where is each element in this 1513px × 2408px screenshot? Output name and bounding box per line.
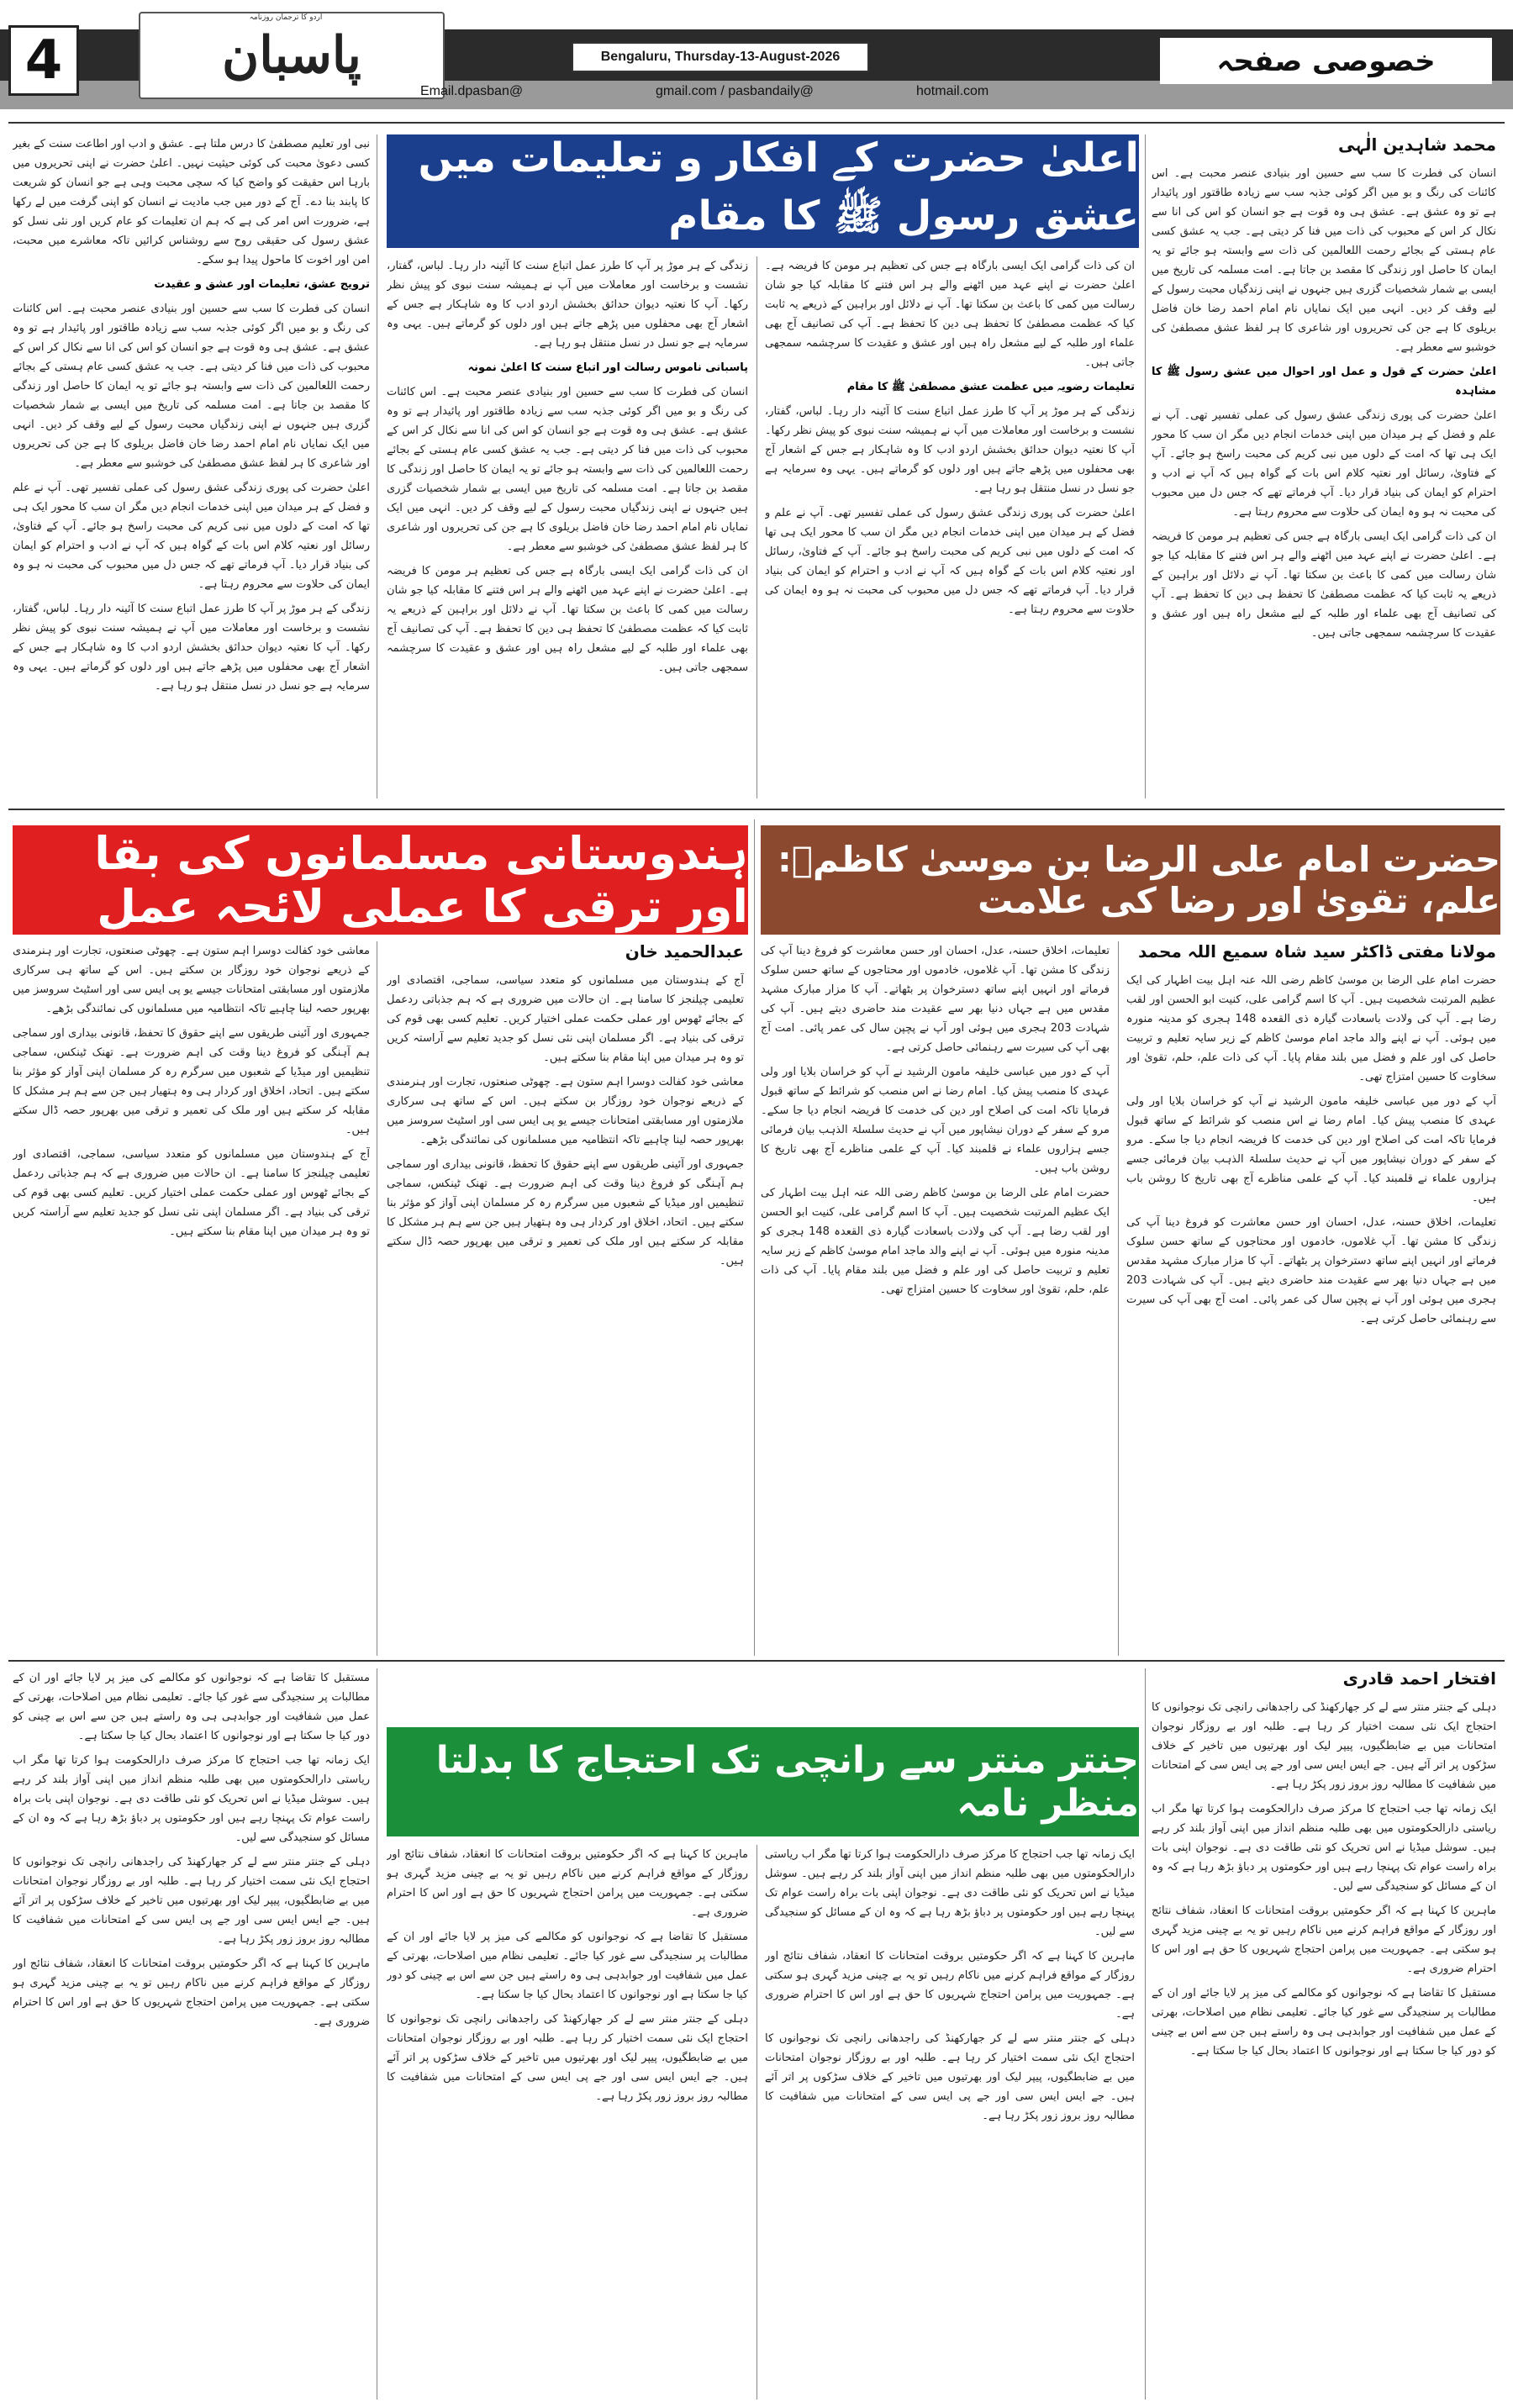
article2-para: حضرت امام علی الرضا بن موسیٰ کاظم رضی اللہ عنہ اہل بیت اطہار کی ایک عظیم المرتبت شخصیت ہیں۔ آپ کا اسم گرامی علی، کنیت ابو الحسن اور لقب رضا ہے۔ آپ کی ولادت باسعادت گیارہ ذی القعدہ 148 ہجری کو مدینہ منورہ میں ہوئی۔ آپ نے اپنے والد ماجد امام موسیٰ کاظم کے زیر سایہ تعلیم و تربیت حاصل کی اور علم و فضل میں بلند مقام پایا۔ آپ کی ذات علم، حلم، تقویٰ اور سخاوت کا حسین امتزاج تھی۔: [1126, 974, 1496, 1083]
section-divider: [8, 809, 1505, 810]
article4-para: ماہرین کا کہنا ہے کہ اگر حکومتیں بروقت امتحانات کا انعقاد، شفاف نتائج اور روزگار کے مواقع فراہم کرنے میں ناکام رہیں تو یہ بے چینی مزید گہری ہو سکتی ہے۔ جمہوریت میں پرامن احتجاج شہریوں کا حق ہے اور اس کا احترام ضروری ہے۔: [13, 1957, 370, 2028]
article3-column-1: [387, 971, 744, 1652]
article1-headline: اعلیٰ حضرت کے افکار و تعلیمات میں عشق رسول ﷺ کا مقام: [387, 134, 1139, 248]
article4-para: ماہرین کا کہنا ہے کہ اگر حکومتیں بروقت امتحانات کا انعقاد، شفاف نتائج اور روزگار کے مواقع فراہم کرنے میں ناکام رہیں تو یہ بے چینی مزید گہری ہو سکتی ہے۔ جمہوریت میں پرامن احتجاج شہریوں کا حق ہے اور اس کا احترام ضروری ہے۔: [765, 1950, 1135, 2021]
article1-para: انسان کی فطرت کا سب سے حسین اور بنیادی عنصر محبت ہے۔ اس کائنات کی رنگ و بو میں اگر کوئی جذبہ سب سے زیادہ طاقتور اور پائیدار ہے تو وہ عشق ہے۔ عشق ہی وہ قوت ہے جو انسان کو اس کی انا سے نکال کر اس کے محبوب کی ذات میں فنا کر دیتی ہے۔ جب یہ عشق کسی عام ہستی کے بجائے رحمت اللعالمین کی ذات سے وابستہ ہو جائے تو یہ ایمان کا حاصل اور زندگی کا مقصد بن جاتا ہے۔ امت مسلمہ کی تاریخ میں ایسی بے شمار شخصیات گزری ہیں جنہوں نے اپنی زندگیاں محبت رسول کے لیے وقف کر دیں۔ انہی میں ایک نمایاں نام امام احمد رضا خان فاضل بریلوی کا ہے جن کی تحریروں اور شاعری کا ہر لفظ عشق مصطفیٰ کی خوشبو سے معطر ہے۔: [1152, 167, 1496, 354]
article2-column-2: [761, 941, 1110, 1652]
article1-column-1: [1152, 164, 1496, 752]
email-link-3[interactable]: hotmail.com: [916, 84, 989, 98]
newspaper-logo: پاسبان: [139, 12, 445, 99]
article2-column-1: [1126, 971, 1496, 1652]
column-divider: [756, 1845, 757, 2400]
article1-byline: محمد شاہدین الٰہی: [1338, 134, 1496, 155]
article1-subhead: اعلیٰ حضرت کے قول و عمل اور احوال میں عشق رسول ﷺ کا مشاہدہ: [1152, 366, 1496, 398]
column-divider: [756, 256, 757, 798]
article4-para: ایک زمانہ تھا جب احتجاج کا مرکز صرف دارالحکومت ہوا کرتا تھا مگر اب ریاستی دارالحکومتوں میں بھی طلبہ منظم انداز میں اپنی آواز بلند کر رہے ہیں۔ سوشل میڈیا نے اس تحریک کو نئی طاقت دی ہے۔ نوجوان اپنی بات براہ راست عوام تک پہنچا رہے ہیں اور حکومتوں پر دباؤ بڑھ رہا ہے کہ وہ ان کے مسائل کو سنجیدگی سے لیں۔: [765, 1848, 1135, 1938]
article1-para: زندگی کے ہر موڑ پر آپ کا طرز عمل اتباع سنت کا آئینہ دار رہا۔ لباس، گفتار، نشست و برخاست اور معاملات میں آپ نے ہمیشہ سنت نبوی کو پیش نظر رکھا۔ آپ کا نعتیہ دیوان حدائق بخشش اردو ادب کا وہ شاہکار ہے جس کے اشعار آج بھی محفلوں میں پڑھے جاتے ہیں اور دلوں کو گرماتے ہیں۔ یہی وہ سرمایہ ہے جو نسل در نسل منتقل ہو رہا ہے۔: [387, 260, 748, 350]
article1-para: انسان کی فطرت کا سب سے حسین اور بنیادی عنصر محبت ہے۔ اس کائنات کی رنگ و بو میں اگر کوئی جذبہ سب سے زیادہ طاقتور اور پائیدار ہے تو وہ عشق ہے۔ عشق ہی وہ قوت ہے جو انسان کو اس کی انا سے نکال کر اس کے محبوب کی ذات میں فنا کر دیتی ہے۔ جب یہ عشق کسی عام ہستی کے بجائے رحمت اللعالمین کی ذات سے وابستہ ہو جائے تو یہ ایمان کا حاصل اور زندگی کا مقصد بن جاتا ہے۔ امت مسلمہ کی تاریخ میں ایسی بے شمار شخصیات گزری ہیں جنہوں نے اپنی زندگیاں محبت رسول کے لیے وقف کر دیں۔ انہی میں ایک نمایاں نام امام احمد رضا خان فاضل بریلوی کا ہے جن کی تحریروں اور شاعری کا ہر لفظ عشق مصطفیٰ کی خوشبو سے معطر ہے۔: [387, 386, 748, 553]
article3-para: آج کے ہندوستان میں مسلمانوں کو متعدد سیاسی، سماجی، اقتصادی اور تعلیمی چیلنجز کا سامنا ہے۔ ان حالات میں ضروری ہے کہ ہم جذباتی ردعمل کے بجائے ٹھوس اور عملی حکمت عملی اختیار کریں۔ تعلیم کسی بھی قوم کی ترقی کی بنیاد ہے۔ اگر مسلمان اپنی نئی نسل کو جدید تعلیم سے آراستہ کریں تو وہ ہر میدان میں اپنا مقام بنا سکتے ہیں۔: [13, 1148, 370, 1238]
article3-para: جمہوری اور آئینی طریقوں سے اپنے حقوق کا تحفظ، قانونی بیداری اور سماجی ہم آہنگی کو فروغ دینا وقت کی اہم ضرورت ہے۔ تھنک ٹینکس، سماجی تنظیمیں اور میڈیا کے شعبوں میں سرگرم رہ کر مسلمان اپنی آواز کو مؤثر بنا سکتے ہیں۔ اتحاد، اخلاق اور کردار ہی وہ ہتھیار ہیں جن سے ہم ہر مشکل کا مقابلہ کر سکتے ہیں اور ملک کی تعمیر و ترقی میں بھرپور حصہ ڈال سکتے ہیں۔: [13, 1027, 370, 1136]
column-divider: [1145, 1668, 1146, 2400]
article4-column-4: [13, 1668, 370, 2395]
article1-para: زندگی کے ہر موڑ پر آپ کا طرز عمل اتباع سنت کا آئینہ دار رہا۔ لباس، گفتار، نشست و برخاست اور معاملات میں آپ نے ہمیشہ سنت نبوی کو پیش نظر رکھا۔ آپ کا نعتیہ دیوان حدائق بخشش اردو ادب کا وہ شاہکار ہے جس کے اشعار آج بھی محفلوں میں پڑھے جاتے ہیں اور دلوں کو گرماتے ہیں۔ یہی وہ سرمایہ ہے جو نسل در نسل منتقل ہو رہا ہے۔: [765, 405, 1135, 495]
section-title: خصوصی صفحہ: [1160, 38, 1492, 84]
article4-para: ایک زمانہ تھا جب احتجاج کا مرکز صرف دارالحکومت ہوا کرتا تھا مگر اب ریاستی دارالحکومتوں میں بھی طلبہ منظم انداز میں اپنی آواز بلند کر رہے ہیں۔ سوشل میڈیا نے اس تحریک کو نئی طاقت دی ہے۔ نوجوان اپنی بات براہ راست عوام تک پہنچا رہے ہیں اور حکومتوں پر دباؤ بڑھ رہا ہے کہ وہ ان کے مسائل کو سنجیدگی سے لیں۔: [1152, 1803, 1496, 1893]
article1-para: اعلیٰ حضرت کی پوری زندگی عشق رسول کی عملی تفسیر تھی۔ آپ نے علم و فضل کے ہر میدان میں اپنی خدمات انجام دیں مگر ان سب کا محور ایک ہی تھا کہ امت کے دلوں میں نبی کریم کی محبت راسخ ہو جائے۔ آپ کے فتاویٰ، رسائل اور نعتیہ کلام اس بات کے گواہ ہیں کہ آپ نے ادب و احترام کو ایمان کی بنیاد قرار دیا۔ آپ فرماتے تھے کہ جس دل میں محبوب کی محبت نہ ہو وہ ایمان کی حلاوت سے محروم رہتا ہے۔: [765, 507, 1135, 616]
article4-para: دہلی کے جنتر منتر سے لے کر جھارکھنڈ کی راجدھانی رانچی تک نوجوانوں کا احتجاج ایک نئی سمت اختیار کر رہا ہے۔ طلبہ اور بے روزگار نوجوان امتحانات میں بے ضابطگیوں، پیپر لیک اور بھرتیوں میں تاخیر کے خلاف سڑکوں پر اتر آئے ہیں۔ جے ایس ایس سی اور جے پی ایس سی کے امتحانات میں شفافیت کا مطالبہ روز بروز زور پکڑ رہا ہے۔: [765, 2032, 1135, 2122]
article2-byline: مولانا مفتی ڈاکٹر سید شاہ سمیع اللہ محمد: [1138, 941, 1496, 962]
article4-para: دہلی کے جنتر منتر سے لے کر جھارکھنڈ کی راجدھانی رانچی تک نوجوانوں کا احتجاج ایک نئی سمت اختیار کر رہا ہے۔ طلبہ اور بے روزگار نوجوان امتحانات میں بے ضابطگیوں، پیپر لیک اور بھرتیوں میں تاخیر کے خلاف سڑکوں پر اتر آئے ہیں۔ جے ایس ایس سی اور جے پی ایس سی کے امتحانات میں شفافیت کا مطالبہ روز بروز زور پکڑ رہا ہے۔: [387, 2013, 748, 2103]
email-link-1[interactable]: Email.dpasban@: [420, 84, 524, 98]
article3-para: جمہوری اور آئینی طریقوں سے اپنے حقوق کا تحفظ، قانونی بیداری اور سماجی ہم آہنگی کو فروغ دینا وقت کی اہم ضرورت ہے۔ تھنک ٹینکس، سماجی تنظیمیں اور میڈیا کے شعبوں میں سرگرم رہ کر مسلمان اپنی آواز کو مؤثر بنا سکتے ہیں۔ اتحاد، اخلاق اور کردار ہی وہ ہتھیار ہیں جن سے ہم ہر مشکل کا مقابلہ کر سکتے ہیں اور ملک کی تعمیر و ترقی میں بھرپور حصہ ڈال سکتے ہیں۔: [387, 1158, 744, 1267]
article3-headline: ہندوستانی مسلمانوں کی بقا اور ترقی کا عملی لائحہ عمل: [13, 825, 748, 935]
article4-column-3: [387, 1845, 748, 2395]
article3-para: آج کے ہندوستان میں مسلمانوں کو متعدد سیاسی، سماجی، اقتصادی اور تعلیمی چیلنجز کا سامنا ہے۔ ان حالات میں ضروری ہے کہ ہم جذباتی ردعمل کے بجائے ٹھوس اور عملی حکمت عملی اختیار کریں۔ تعلیم کسی بھی قوم کی ترقی کی بنیاد ہے۔ اگر مسلمان اپنی نئی نسل کو جدید تعلیم سے آراستہ کریں تو وہ ہر میدان میں اپنا مقام بنا سکتے ہیں۔: [387, 974, 744, 1064]
article1-para: اعلیٰ حضرت کی پوری زندگی عشق رسول کی عملی تفسیر تھی۔ آپ نے علم و فضل کے ہر میدان میں اپنی خدمات انجام دیں مگر ان سب کا محور ایک ہی تھا کہ امت کے دلوں میں نبی کریم کی محبت راسخ ہو جائے۔ آپ کے فتاویٰ، رسائل اور نعتیہ کلام اس بات کے گواہ ہیں کہ آپ نے ادب و احترام کو ایمان کی بنیاد قرار دیا۔ آپ فرماتے تھے کہ جس دل میں محبوب کی محبت نہ ہو وہ ایمان کی حلاوت سے محروم رہتا ہے۔: [13, 482, 370, 591]
article1-para: ان کی ذات گرامی ایک ایسی بارگاہ ہے جس کی تعظیم ہر مومن کا فریضہ ہے۔ اعلیٰ حضرت نے اپنے عہد میں اٹھنے والے ہر اس فتنے کا مقابلہ کیا جو شان رسالت میں کمی کا باعث بن سکتا تھا۔ آپ نے دلائل اور براہین کے ذریعے یہ ثابت کیا کہ عظمت مصطفیٰ کا تحفظ ہی دین کا تحفظ ہے۔ آپ کی تصانیف آج بھی علماء اور طلبہ کے لیے مشعل راہ ہیں اور عشق و عقیدت کا سرچشمہ سمجھی جاتی ہیں۔: [1152, 530, 1496, 640]
article1-column-3: [387, 256, 748, 794]
article1-column-4: [13, 134, 370, 794]
article1-para: انسان کی فطرت کا سب سے حسین اور بنیادی عنصر محبت ہے۔ اس کائنات کی رنگ و بو میں اگر کوئی جذبہ سب سے زیادہ طاقتور اور پائیدار ہے تو وہ عشق ہے۔ عشق ہی وہ قوت ہے جو انسان کو اس کی انا سے نکال کر اس کے محبوب کی ذات میں فنا کر دیتی ہے۔ جب یہ عشق کسی عام ہستی کے بجائے رحمت اللعالمین کی ذات سے وابستہ ہو جائے تو یہ ایمان کا حاصل اور زندگی کا مقصد بن جاتا ہے۔ امت مسلمہ کی تاریخ میں ایسی بے شمار شخصیات گزری ہیں جنہوں نے اپنی زندگیاں محبت رسول کے لیے وقف کر دیں۔ انہی میں ایک نمایاں نام امام احمد رضا خان فاضل بریلوی کا ہے جن کی تحریروں اور شاعری کا ہر لفظ عشق مصطفیٰ کی خوشبو سے معطر ہے۔: [13, 303, 370, 470]
article1-para: ان کی ذات گرامی ایک ایسی بارگاہ ہے جس کی تعظیم ہر مومن کا فریضہ ہے۔ اعلیٰ حضرت نے اپنے عہد میں اٹھنے والے ہر اس فتنے کا مقابلہ کیا جو شان رسالت میں کمی کا باعث بن سکتا تھا۔ آپ نے دلائل اور براہین کے ذریعے یہ ثابت کیا کہ عظمت مصطفیٰ کا تحفظ ہی دین کا تحفظ ہے۔ آپ کی تصانیف آج بھی علماء اور طلبہ کے لیے مشعل راہ ہیں اور عشق و عقیدت کا سرچشمہ سمجھی جاتی ہیں۔: [765, 260, 1135, 369]
masthead-divider: [8, 122, 1505, 124]
article4-para: مستقبل کا تقاضا ہے کہ نوجوانوں کو مکالمے کی میز پر لایا جائے اور ان کے مطالبات پر سنجیدگی سے غور کیا جائے۔ تعلیمی نظام میں اصلاحات، بھرتی کے عمل میں شفافیت اور جوابدہی ہی وہ راستے ہیں جن سے اس بے چینی کو دور کیا جا سکتا ہے اور نوجوانوں کا اعتماد بحال کیا جا سکتا ہے۔: [1152, 1987, 1496, 2058]
article4-para: ایک زمانہ تھا جب احتجاج کا مرکز صرف دارالحکومت ہوا کرتا تھا مگر اب ریاستی دارالحکومتوں میں بھی طلبہ منظم انداز میں اپنی آواز بلند کر رہے ہیں۔ سوشل میڈیا نے اس تحریک کو نئی طاقت دی ہے۔ نوجوان اپنی بات براہ راست عوام تک پہنچا رہے ہیں اور حکومتوں پر دباؤ بڑھ رہا ہے کہ وہ ان کے مسائل کو سنجیدگی سے لیں۔: [13, 1754, 370, 1844]
article3-byline: عبدالحمید خان: [625, 941, 744, 962]
article1-para: اعلیٰ حضرت کی پوری زندگی عشق رسول کی عملی تفسیر تھی۔ آپ نے علم و فضل کے ہر میدان میں اپنی خدمات انجام دیں مگر ان سب کا محور ایک ہی تھا کہ امت کے دلوں میں نبی کریم کی محبت راسخ ہو جائے۔ آپ کے فتاویٰ، رسائل اور نعتیہ کلام اس بات کے گواہ ہیں کہ آپ نے ادب و احترام کو ایمان کی بنیاد قرار دیا۔ آپ فرماتے تھے کہ جس دل میں محبوب کی محبت نہ ہو وہ ایمان کی حلاوت سے محروم رہتا ہے۔: [1152, 409, 1496, 519]
email-link-2[interactable]: gmail.com / pasbandaily@: [656, 84, 814, 98]
page-number: 4: [8, 25, 79, 96]
article1-subhead: ترویج عشق، تعلیمات اور عشق و عقیدت: [154, 278, 370, 291]
article1-subhead: تعلیمات رضویہ میں عظمت عشق مصطفیٰ ﷺ کا مقام: [846, 381, 1135, 393]
logo-tagline: اردو کا ترجمان روزنامہ: [249, 13, 323, 22]
article2-para: آپ کے دور میں عباسی خلیفہ مامون الرشید نے آپ کو خراسان بلایا اور ولی عہدی کا منصب پیش کیا۔ امام رضا نے اس منصب کو شرائط کے ساتھ قبول فرمایا تاکہ امت کی اصلاح اور دین کی خدمت کا فریضہ انجام دیا جا سکے۔ مرو کے سفر کے دوران نیشاپور میں آپ نے حدیث سلسلۃ الذہب بیان فرمائی جسے ہزاروں علماء نے قلمبند کیا۔ آپ کے علمی مناظرے آج بھی تاریخ کا روشن باب ہیں۔: [1126, 1095, 1496, 1204]
article4-para: مستقبل کا تقاضا ہے کہ نوجوانوں کو مکالمے کی میز پر لایا جائے اور ان کے مطالبات پر سنجیدگی سے غور کیا جائے۔ تعلیمی نظام میں اصلاحات، بھرتی کے عمل میں شفافیت اور جوابدہی ہی وہ راستے ہیں جن سے اس بے چینی کو دور کیا جا سکتا ہے اور نوجوانوں کا اعتماد بحال کیا جا سکتا ہے۔: [387, 1931, 748, 2001]
article1-para: نبی اور تعلیم مصطفیٰ کا درس ملتا ہے۔ عشق و ادب اور اطاعت سنت کے بغیر کسی دعویٰ محبت کی کوئی حیثیت نہیں۔ اعلیٰ حضرت نے اپنی تحریروں میں بارہا اس حقیقت کو واضح کیا کہ سچی محبت وہی ہے جو انسان کو شریعت کا پابند بنا دے۔ آج کے دور میں جب مادیت نے انسان کو اپنی گرفت میں لے رکھا ہے، ضرورت اس امر کی ہے کہ ہم ان تعلیمات کو عام کریں اور نئی نسل کو عشق رسول کی حقیقی روح سے روشناس کرائیں تاکہ معاشرے میں محبت، امن اور اخوت کا ماحول پیدا ہو سکے۔: [13, 138, 370, 266]
article4-headline: جنتر منتر سے رانچی تک احتجاج کا بدلتا منظر نامہ: [387, 1727, 1139, 1836]
article4-para: ماہرین کا کہنا ہے کہ اگر حکومتیں بروقت امتحانات کا انعقاد، شفاف نتائج اور روزگار کے مواقع فراہم کرنے میں ناکام رہیں تو یہ بے چینی مزید گہری ہو سکتی ہے۔ جمہوریت میں پرامن احتجاج شہریوں کا حق ہے اور اس کا احترام ضروری ہے۔: [1152, 1905, 1496, 1975]
article3-para: معاشی خود کفالت دوسرا اہم ستون ہے۔ چھوٹی صنعتوں، تجارت اور ہنرمندی کے ذریعے نوجوان خود روزگار بن سکتے ہیں۔ اس کے ساتھ ہی سرکاری ملازمتوں اور مسابقتی امتحانات جیسے یو پی ایس سی اور اسٹیٹ سروسز میں بھرپور حصہ لینا چاہیے تاکہ انتظامیہ میں مسلمانوں کی نمائندگی بڑھے۔: [13, 945, 370, 1015]
article4-byline: افتخار احمد قادری: [1342, 1668, 1496, 1689]
dateline: Bengaluru, Thursday-13-August-2026: [572, 42, 869, 72]
article2-para: آپ کے دور میں عباسی خلیفہ مامون الرشید نے آپ کو خراسان بلایا اور ولی عہدی کا منصب پیش کیا۔ امام رضا نے اس منصب کو شرائط کے ساتھ قبول فرمایا تاکہ امت کی اصلاح اور دین کی خدمت کا فریضہ انجام دیا جا سکے۔ مرو کے سفر کے دوران نیشاپور میں آپ نے حدیث سلسلۃ الذہب بیان فرمائی جسے ہزاروں علماء نے قلمبند کیا۔ آپ کے علمی مناظرے آج بھی تاریخ کا روشن باب ہیں۔: [761, 1066, 1110, 1175]
article2-para: تعلیمات، اخلاق حسنہ، عدل، احسان اور حسن معاشرت کو فروغ دینا آپ کی زندگی کا مشن تھا۔ آپ غلاموں، خادموں اور محتاجوں کے ساتھ حسن سلوک فرماتے اور انہیں اپنے ساتھ دسترخوان پر بٹھاتے۔ آپ کا مزار مبارک مشہد مقدس میں ہے جہاں دنیا بھر سے عقیدت مند حاضری دیتے ہیں۔ آپ کی شہادت 203 ہجری میں ہوئی اور آپ نے پچپن سال کی عمر پائی۔ امت آج بھی آپ کی سیرت سے رہنمائی حاصل کرتی ہے۔: [1126, 1216, 1496, 1325]
article1-para: زندگی کے ہر موڑ پر آپ کا طرز عمل اتباع سنت کا آئینہ دار رہا۔ لباس، گفتار، نشست و برخاست اور معاملات میں آپ نے ہمیشہ سنت نبوی کو پیش نظر رکھا۔ آپ کا نعتیہ دیوان حدائق بخشش اردو ادب کا وہ شاہکار ہے جس کے اشعار آج بھی محفلوں میں پڑھے جاتے ہیں اور دلوں کو گرماتے ہیں۔ یہی وہ سرمایہ ہے جو نسل در نسل منتقل ہو رہا ہے۔: [13, 603, 370, 693]
article4-para: دہلی کے جنتر منتر سے لے کر جھارکھنڈ کی راجدھانی رانچی تک نوجوانوں کا احتجاج ایک نئی سمت اختیار کر رہا ہے۔ طلبہ اور بے روزگار نوجوان امتحانات میں بے ضابطگیوں، پیپر لیک اور بھرتیوں میں تاخیر کے خلاف سڑکوں پر اتر آئے ہیں۔ جے ایس ایس سی اور جے پی ایس سی کے امتحانات میں شفافیت کا مطالبہ روز بروز زور پکڑ رہا ہے۔: [1152, 1701, 1496, 1791]
article4-para: مستقبل کا تقاضا ہے کہ نوجوانوں کو مکالمے کی میز پر لایا جائے اور ان کے مطالبات پر سنجیدگی سے غور کیا جائے۔ تعلیمی نظام میں اصلاحات، بھرتی کے عمل میں شفافیت اور جوابدہی ہی وہ راستے ہیں جن سے اس بے چینی کو دور کیا جا سکتا ہے اور نوجوانوں کا اعتماد بحال کیا جا سکتا ہے۔: [13, 1672, 370, 1742]
column-divider: [1145, 134, 1146, 798]
article4-column-1: [1152, 1698, 1496, 2395]
article2-para: تعلیمات، اخلاق حسنہ، عدل، احسان اور حسن معاشرت کو فروغ دینا آپ کی زندگی کا مشن تھا۔ آپ غلاموں، خادموں اور محتاجوں کے ساتھ حسن سلوک فرماتے اور انہیں اپنے ساتھ دسترخوان پر بٹھاتے۔ آپ کا مزار مبارک مشہد مقدس میں ہے جہاں دنیا بھر سے عقیدت مند حاضری دیتے ہیں۔ آپ کی شہادت 203 ہجری میں ہوئی اور آپ نے پچپن سال کی عمر پائی۔ امت آج بھی آپ کی سیرت سے رہنمائی حاصل کرتی ہے۔: [761, 945, 1110, 1054]
article4-column-2: [765, 1845, 1135, 2395]
column-divider: [754, 819, 755, 1656]
article3-para: معاشی خود کفالت دوسرا اہم ستون ہے۔ چھوٹی صنعتوں، تجارت اور ہنرمندی کے ذریعے نوجوان خود روزگار بن سکتے ہیں۔ اس کے ساتھ ہی سرکاری ملازمتوں اور مسابقتی امتحانات جیسے یو پی ایس سی اور اسٹیٹ سروسز میں بھرپور حصہ لینا چاہیے تاکہ انتظامیہ میں مسلمانوں کی نمائندگی بڑھے۔: [387, 1076, 744, 1146]
article4-para: ماہرین کا کہنا ہے کہ اگر حکومتیں بروقت امتحانات کا انعقاد، شفاف نتائج اور روزگار کے مواقع فراہم کرنے میں ناکام رہیں تو یہ بے چینی مزید گہری ہو سکتی ہے۔ جمہوریت میں پرامن احتجاج شہریوں کا حق ہے اور اس کا احترام ضروری ہے۔: [387, 1848, 748, 1919]
article4-para: دہلی کے جنتر منتر سے لے کر جھارکھنڈ کی راجدھانی رانچی تک نوجوانوں کا احتجاج ایک نئی سمت اختیار کر رہا ہے۔ طلبہ اور بے روزگار نوجوان امتحانات میں بے ضابطگیوں، پیپر لیک اور بھرتیوں میں تاخیر کے خلاف سڑکوں پر اتر آئے ہیں۔ جے ایس ایس سی اور جے پی ایس سی کے امتحانات میں شفافیت کا مطالبہ روز بروز زور پکڑ رہا ہے۔: [13, 1856, 370, 1946]
article1-para: ان کی ذات گرامی ایک ایسی بارگاہ ہے جس کی تعظیم ہر مومن کا فریضہ ہے۔ اعلیٰ حضرت نے اپنے عہد میں اٹھنے والے ہر اس فتنے کا مقابلہ کیا جو شان رسالت میں کمی کا باعث بن سکتا تھا۔ آپ نے دلائل اور براہین کے ذریعے یہ ثابت کیا کہ عظمت مصطفیٰ کا تحفظ ہی دین کا تحفظ ہے۔ آپ کی تصانیف آج بھی علماء اور طلبہ کے لیے مشعل راہ ہیں اور عشق و عقیدت کا سرچشمہ سمجھی جاتی ہیں۔: [387, 565, 748, 674]
article2-para: حضرت امام علی الرضا بن موسیٰ کاظم رضی اللہ عنہ اہل بیت اطہار کی ایک عظیم المرتبت شخصیت ہیں۔ آپ کا اسم گرامی علی، کنیت ابو الحسن اور لقب رضا ہے۔ آپ کی ولادت باسعادت گیارہ ذی القعدہ 148 ہجری کو مدینہ منورہ میں ہوئی۔ آپ نے اپنے والد ماجد امام موسیٰ کاظم کے زیر سایہ تعلیم و تربیت حاصل کی اور علم و فضل میں بلند مقام پایا۔ آپ کی ذات علم، حلم، تقویٰ اور سخاوت کا حسین امتزاج تھی۔: [761, 1187, 1110, 1296]
column-divider: [1118, 941, 1119, 1656]
section-divider: [8, 1660, 1505, 1662]
article3-column-2: [13, 941, 370, 1652]
article1-column-2: [765, 256, 1135, 794]
article1-subhead: پاسبانی ناموس رسالت اور اتباع سنت کا اعلیٰ نمونہ: [467, 361, 748, 374]
article2-headline: حضرت امام علی الرضا بن موسیٰ کاظمؒ: علم، تقویٰ اور رضا کی علامت: [761, 825, 1500, 935]
